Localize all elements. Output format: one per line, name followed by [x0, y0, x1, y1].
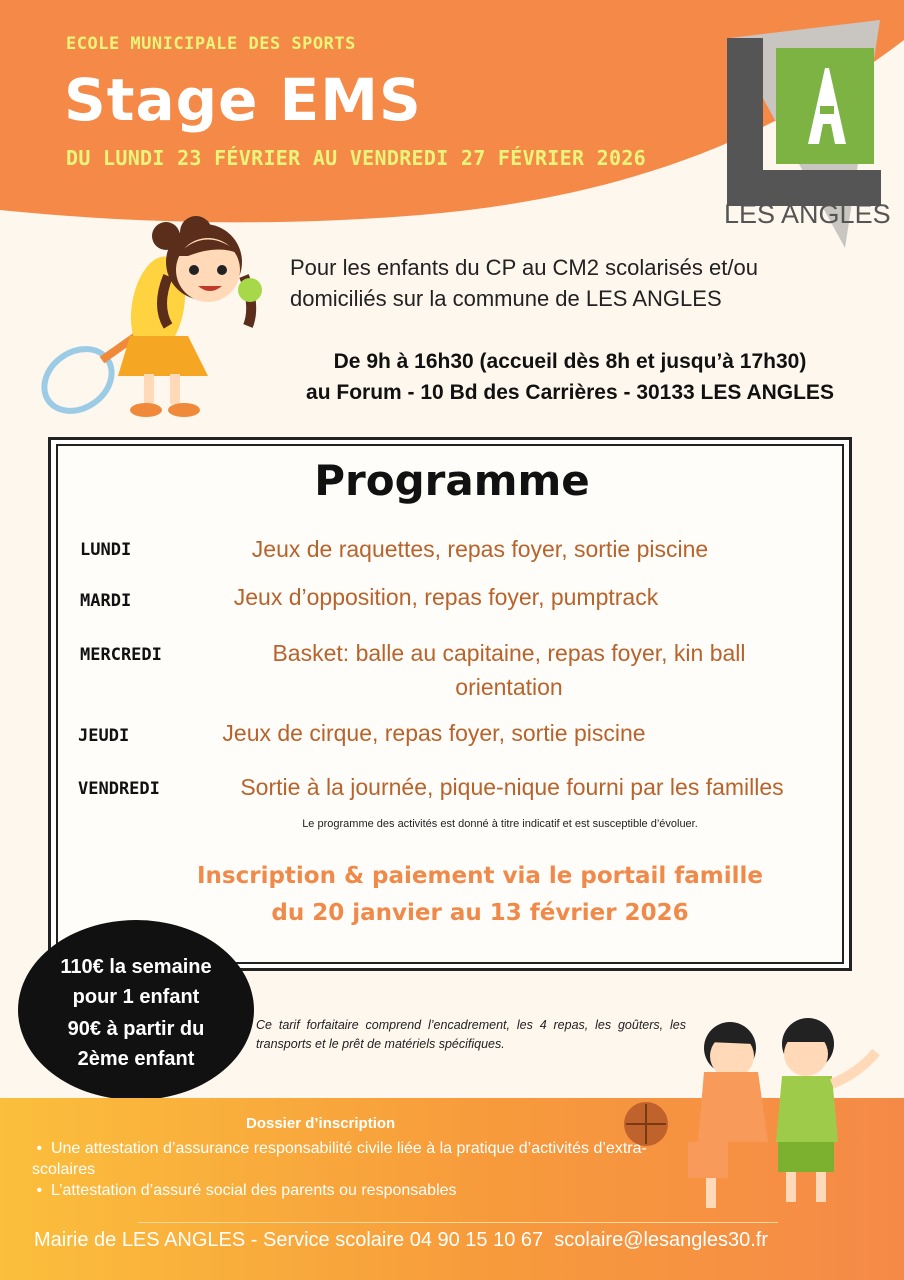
page-title: Stage EMS — [64, 66, 422, 134]
activity-monday: Jeux de raquettes, repas foyer, sortie piscine — [251, 536, 709, 562]
school-name: ECOLE MUNICIPALE DES SPORTS — [66, 34, 356, 54]
day-wednesday: MERCREDI — [80, 645, 162, 665]
activity-friday: Sortie à la journée, pique-nique fourni par les familles — [240, 774, 784, 800]
stage-dates: DU LUNDI 23 FÉVRIER AU VENDREDI 27 FÉVRIER 2026 — [66, 146, 647, 170]
dossier-list — [32, 1138, 652, 1201]
girl-tennis-illustration — [18, 196, 268, 436]
programme-title: Programme — [314, 456, 590, 505]
inscription-line-1: Inscription & paiement via le portail famille — [196, 863, 763, 889]
kids-basketball-illustration — [618, 1012, 894, 1222]
inscription-info — [120, 858, 840, 932]
dossier-item-text: Une attestation d’assurance responsabilité civile liée à la pratique d’activités d’extra-scolaires — [32, 1140, 647, 1178]
day-monday: LUNDI — [80, 540, 132, 560]
price-line-3: 90€ à partir du — [67, 1018, 205, 1040]
price-line-4: 2ème enfant — [77, 1048, 195, 1070]
day-tuesday: MARDI — [80, 591, 132, 611]
intro-line-2: domiciliés sur la commune de LES ANGLES — [290, 286, 722, 311]
dossier-item-text: L’attestation d’assuré social des parents ou responsables — [50, 1182, 457, 1199]
dossier-item — [32, 1180, 652, 1201]
bullet-icon: • — [32, 1140, 51, 1157]
logo-text: LES ANGLES — [724, 199, 891, 229]
price-bubble — [18, 920, 254, 1100]
dossier-title: Dossier d’inscription — [246, 1115, 396, 1132]
inscription-line-2: du 20 janvier au 13 février 2026 — [271, 900, 689, 926]
day-friday: VENDREDI — [78, 779, 160, 799]
tarif-note: Ce tarif forfaitaire comprend l’encadrement, les 4 repas, les goûters, les transports et le prêt de matériels spécifiques. — [256, 1018, 686, 1051]
price-line-2: pour 1 enfant — [72, 986, 200, 1008]
bullet-icon: • — [32, 1182, 51, 1199]
dossier-item — [32, 1138, 652, 1180]
price-line-1: 110€ la semaine — [60, 956, 212, 978]
activity-thursday: Jeux de cirque, repas foyer, sortie piscine — [222, 720, 646, 746]
footer-divider — [138, 1222, 778, 1223]
activity-tuesday: Jeux d’opposition, repas foyer, pumptrack — [233, 584, 659, 610]
intro-line-1: Pour les enfants du CP au CM2 scolarisés et/ou — [290, 255, 758, 280]
activity-wednesday — [209, 636, 809, 704]
schedule-location — [240, 346, 900, 408]
hours-line: De 9h à 16h30 (accueil dès 8h et jusqu’à 17h30) — [333, 350, 807, 373]
day-thursday: JEUDI — [78, 726, 130, 746]
location-line: au Forum - 10 Bd des Carrières - 30133 LES ANGLES — [306, 381, 834, 404]
activity-wednesday-line-1: Basket: balle au capitaine, repas foyer, kin ball — [272, 640, 746, 666]
activity-wednesday-line-2: orientation — [455, 674, 563, 700]
intro-text — [290, 252, 890, 314]
programme-note: Le programme des activités est donné à titre indicatif et est susceptible d’évoluer. — [302, 818, 698, 830]
footer-contact: Mairie de LES ANGLES - Service scolaire 04 90 15 10 67 scolaire@lesangles30.fr — [34, 1229, 769, 1251]
